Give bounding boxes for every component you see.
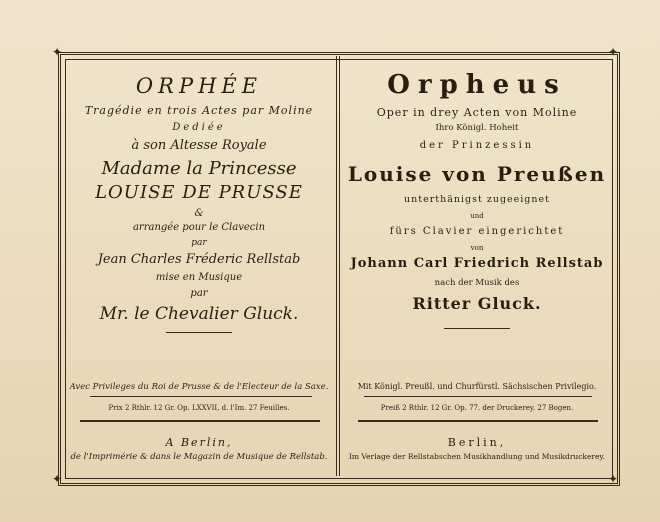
french-par: par: [191, 238, 207, 248]
german-und: und: [470, 212, 484, 220]
german-price: Preiß 2 Rthlr. 12 Gr. Op. 77. der Druckerey. 27 Bogen.: [380, 404, 574, 412]
rule: [90, 396, 312, 397]
german-subtitle: Oper in drey Acten von Moline: [376, 106, 578, 119]
french-set-to-music: mise en Musique: [155, 272, 243, 283]
corner-ornament-icon: ✦: [52, 45, 63, 59]
french-ampersand: &: [194, 208, 204, 219]
french-arranged: arrangée pour le Clavecin: [132, 222, 266, 233]
german-composer: Ritter Gluck.: [412, 294, 542, 313]
rule: [358, 420, 598, 422]
corner-ornament-icon: ✦: [52, 472, 63, 486]
german-imprint: Im Verlage der Rellstabschen Musikhandlung und Musikdruckerey.: [348, 452, 606, 461]
german-privileges: Mit Königl. Preußl. und Churfürstl. Sächsischen Privilegio.: [357, 382, 597, 391]
german-von: von: [470, 244, 484, 252]
french-princess-name: LOUISE DE PRUSSE: [95, 182, 303, 203]
french-title: ORPHÉE: [135, 74, 263, 98]
french-privileges: Avec Privileges du Roi de Prusse & de l'Electeur de la Saxe.: [69, 382, 329, 392]
german-arranged: fürs Clavier eingerichtet: [389, 226, 565, 237]
french-composer: Mr. le Chevalier Gluck.: [99, 304, 299, 324]
german-arranger: Johann Carl Friedrich Rellstab: [350, 256, 604, 271]
column-divider: [336, 56, 340, 476]
french-madame: Madame la Princesse: [101, 158, 297, 179]
german-dedicated: unterthänigst zugeeignet: [404, 194, 550, 205]
german-after-music: nach der Musik des: [434, 278, 520, 288]
french-price: Prix 2 Rthlr. 12 Gr. Op. LXXVII, d. l'Im. 27 Feuilles.: [108, 404, 290, 412]
rule: [80, 420, 320, 422]
german-highness: Ihro Königl. Hoheit: [435, 123, 519, 133]
french-dedication: Dediée: [172, 122, 226, 133]
rule: [444, 328, 510, 329]
french-to-highness: à son Altesse Royale: [131, 138, 267, 153]
french-imprint: de l'Imprimérie & dans le Magazin de Musique de Rellstab.: [70, 452, 328, 462]
french-place: A Berlin,: [165, 436, 233, 449]
rule: [364, 396, 592, 397]
german-place: Berlin,: [447, 436, 507, 449]
rule: [166, 332, 232, 333]
german-title: Orpheus: [387, 70, 567, 100]
german-der-prinzessin: der Prinzessin: [419, 140, 535, 151]
french-par-2: par: [190, 288, 208, 299]
german-princess-name: Louise von Preußen: [347, 162, 607, 186]
french-arranger: Jean Charles Fréderic Rellstab: [97, 252, 301, 267]
corner-ornament-icon: ✦: [608, 472, 619, 486]
french-subtitle: Tragédie en trois Actes par Moline: [84, 104, 314, 117]
corner-ornament-icon: ✦: [608, 45, 619, 59]
